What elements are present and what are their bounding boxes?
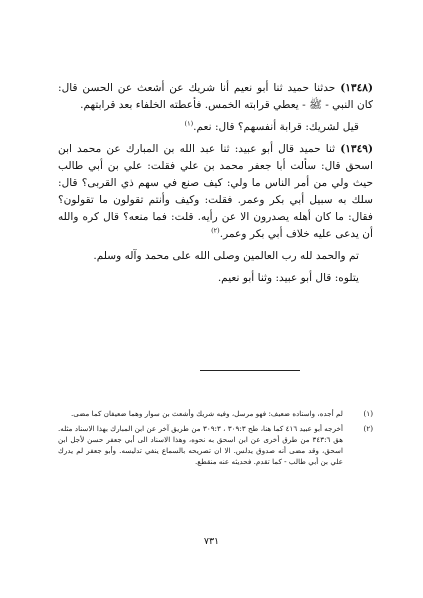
footnote — [58, 423, 373, 467]
page-number: ٧٣١ — [203, 536, 220, 547]
footnote-number: (٢) — [363, 424, 373, 433]
hadith-1349 — [58, 141, 373, 243]
footnote-ref: (١) — [184, 119, 194, 128]
hadith-number: (١٣٤٨) — [340, 82, 374, 94]
hadith-text: ثنا حميد قال أبو عبيد: ثنا عبد الله بن المبارك عن محمد ابن اسحق قال: سألت أبا جعفر محمد بن علي فقلت: علي بن أبي طالب حيث ولي من أمر الناس ما ولي: كيف صنع في سهم ذي القربى؟ قال: سلك به سبيل أبي بكر وعمر. فقلت: وكيف وأنتم تقولون ما تقولون؟ فقال: ما كان أهله يصدرون الا عن رأيه. قلت: فما منعه؟ قال كره والله أن يدعى عليه خلاف أبي بكر وعمر. — [58, 143, 373, 240]
footnote-ref: (٢) — [211, 226, 220, 235]
footnote — [58, 408, 373, 419]
hadith-1348-comment — [58, 119, 373, 136]
footnote-number: (١) — [363, 409, 373, 418]
footnote-text: لم أجده، واسناده ضعيف: فهو مرسل، وفيه شريك وأشعث بن سوار وهما ضعيفان كما مضى. — [71, 409, 343, 418]
hadith-text: قيل لشريك: قرابة أنفسهم؟ قال: نعم. — [193, 121, 359, 133]
footnote-separator — [200, 370, 300, 371]
continuation-line: يتلوه: قال أبو عبيد: وثنا أبو نعيم. — [217, 272, 359, 284]
hadith-number: (١٣٤٩) — [340, 143, 374, 155]
main-text — [58, 80, 373, 292]
hadith-1348 — [58, 80, 373, 114]
footnote-text: أخرجه أبو عبيد ٤١٦ كما هنا، طح ٣٠٩:٣ ، ٣٠٩:٣ من طريق آخر عن ابن المبارك بهذا الاسناد مثله. هق ٣٤٣:٦ من طرق أخرى عن ابن اسحق به نحوه، وهذا الاسناد الى أبي جعفر حسن لأجل ابن اسحق، وقد مضى أنه صدوق يدلس. الا ان تصريحه بالسماع ينفي تدليسه. وأبو جعفر لم يدرك علي بن أبي طالب - كما تقدم. فحديثه عنه منقطع. — [58, 424, 343, 466]
hadith-text: حدثنا حميد ثنا أبو نعيم أنا شريك عن أشعث عن الحسن قال: كان النبي - ﷺ - يعطي قرابته الخمس. فأعطته الخلفاء بعد قرابتهم. — [58, 82, 373, 111]
footnotes — [58, 408, 373, 471]
closing-line: تم والحمد لله رب العالمين وصلى الله على محمد وآله وسلم. — [93, 250, 359, 262]
